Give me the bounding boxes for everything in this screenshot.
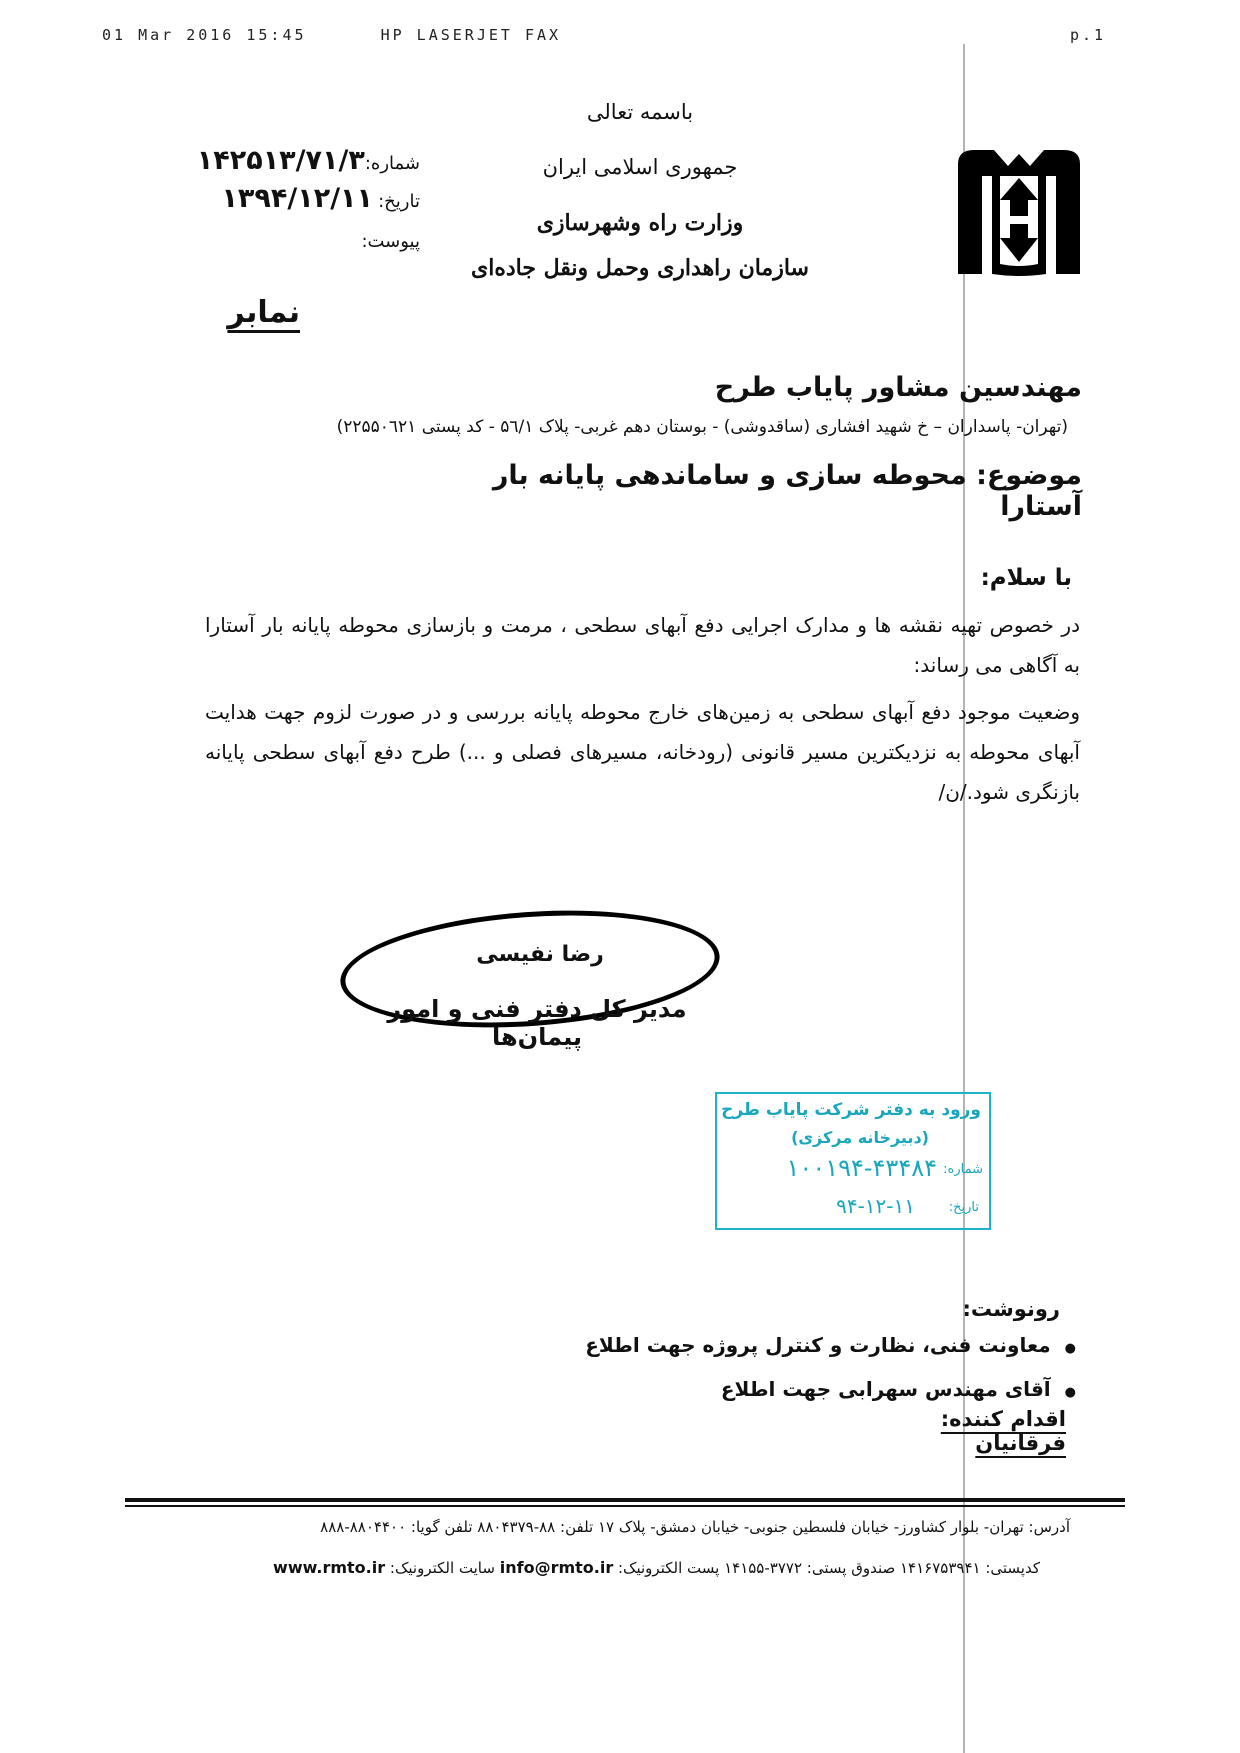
addressee-name: مهندسین مشاور پایاب طرح [714, 372, 1082, 403]
number-value: ۱۴۲۵۱۳/۷۱/۳ [196, 145, 365, 176]
rmto-logo-icon [950, 142, 1088, 282]
number-label: شماره: [364, 153, 420, 174]
footer-website[interactable]: www.rmto.ir [273, 1558, 386, 1577]
addressee-address: (تهران- پاسداران – خ شهید افشاری (ساقدوشی) - بوستان دهم غربی- پلاک ۵٦/۱ - کد پستی ۲۲۵۵۰٦۲۱) [336, 417, 1068, 437]
country-name: جمهوری اسلامی ایران [542, 155, 738, 179]
ministry-name: وزارت راه وشهرسازی [536, 210, 744, 236]
footer-email[interactable]: info@rmto.ir [499, 1558, 614, 1577]
signatory-title: مدیر کل دفتر فنی و امور پیمان‌ها [387, 995, 687, 1051]
subject-line: موضوع: محوطه سازی و ساماندهی پایانه بار آستارا [492, 460, 1082, 522]
invocation: باسمه تعالی [586, 100, 694, 124]
attachment-label: پیوست: [361, 231, 420, 252]
footer-postal: کدپستی: ۱۴۱۶۷۵۳۹۴۱ صندوق پستی: ۳۷۷۲-۱۴۱۵۵ پست الکترونیک: [618, 1559, 1040, 1577]
greeting: با سلام: [980, 565, 1072, 591]
cc-item: ● معاونت فنی، نظارت و کنترل پروژه جهت اطلاع [540, 1325, 1076, 1369]
action-by: اقدام کننده: فرقانیان [940, 1407, 1066, 1455]
fax-page-number: p.1 [1070, 26, 1107, 44]
date-label: تاریخ: [378, 191, 420, 212]
stamp-line-1: ورود به دفتر شرکت پایاب طرح [721, 1100, 981, 1120]
scan-streak [963, 44, 965, 1753]
cc-item: ● آقای مهندس سهرابی جهت اطلاع [540, 1369, 1076, 1413]
body-paragraph-2: وضعیت موجود دفع آبهای سطحی به زمین‌های خارج محوطه پایانه بررسی و در صورت لزوم جهت هدایت آبهای محوطه به نزدیکترین مسیر قانونی (رودخانه، مسیرهای فصلی و ...) طرح دفع آبهای سطحی پایانه بازنگری شود./ن/ [205, 700, 1080, 804]
footer-address: آدرس: تهران- بلوار کشاورز- خیابان فلسطین جنوبی- خیابان دمشق- پلاک ۱۷ تلفن: ۸۸-۸۸۰۴۳۷۹ تلفن گویا: ۸۸۰۴۴۰۰-۸۸۸ [320, 1518, 1070, 1536]
body-paragraph-1: در خصوص تهیه نقشه ها و مدارک اجرایی دفع آبهای سطحی ، مرمت و بازسازی محوطه پایانه بار آستارا به آگاهی می رساند: [205, 613, 1080, 677]
footer-rule-thin [125, 1505, 1125, 1507]
stamp-number-label: شماره: [943, 1162, 983, 1177]
number-row [196, 145, 420, 176]
cc-title: رونوشت: [962, 1297, 1060, 1321]
receipt-stamp [715, 1092, 991, 1230]
fax-header-left [102, 26, 561, 44]
footer-rule-thick [125, 1498, 1125, 1502]
document-type: نمابر [227, 295, 300, 330]
cc-list [540, 1325, 1076, 1413]
organization-name: سازمان راهداری وحمل ونقل جاده‌ای [471, 255, 809, 281]
signatory-name: رضا نفیسی [476, 942, 604, 967]
stamp-line-2: (دبیرخانه مرکزی) [791, 1128, 929, 1147]
stamp-date-label: تاریخ: [948, 1200, 979, 1215]
date-value: ۱۳۹۴/۱۲/۱۱ [221, 183, 374, 214]
reference-block [196, 145, 420, 260]
date-row [205, 183, 420, 214]
fax-device: HP LASERJET FAX [380, 26, 562, 44]
stamp-number-value: ۱۰۰۱۹۴-۴۳۴۸۴ [786, 1154, 937, 1182]
stamp-date-value: ۹۴-۱۲-۱۱ [836, 1194, 915, 1218]
footer-site-label: سایت الکترونیک: [389, 1559, 495, 1577]
footer-contact [200, 1558, 1040, 1577]
fax-timestamp: 01 Mar 2016 15:45 [102, 26, 307, 44]
attachment-row [205, 231, 420, 252]
